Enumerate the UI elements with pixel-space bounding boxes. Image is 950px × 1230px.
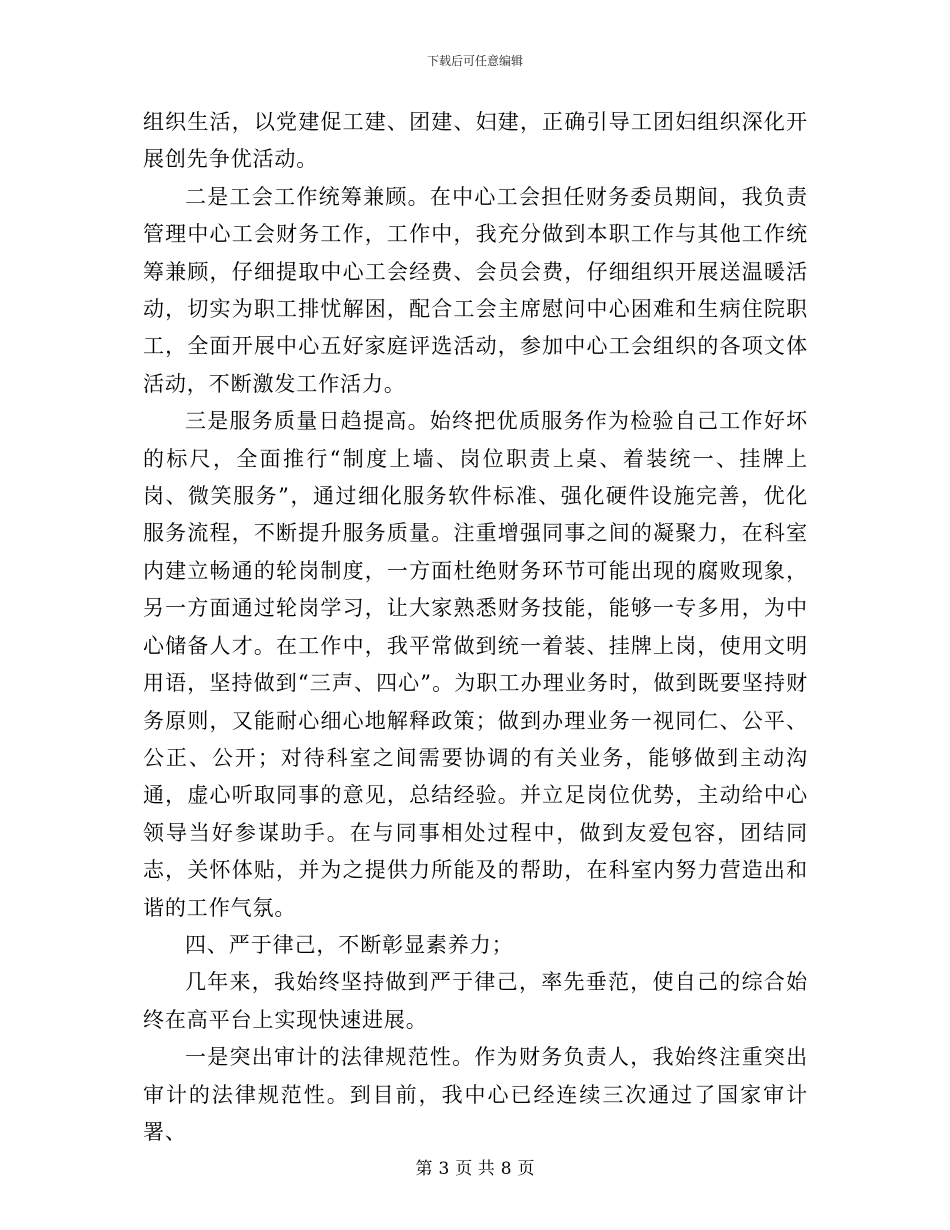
body-paragraph: 四、严于律己，不断彰显素养力；	[185, 932, 514, 957]
footer-prefix: 第	[415, 1159, 433, 1179]
footer-total-pages: 8	[500, 1159, 512, 1179]
body-paragraph: 一是突出审计的法律规范性。作为财务负责人，我始终注重突出审计的法律规范性。到目前，我中心已经连续三次通过了国家审计署、	[143, 1045, 808, 1144]
page-footer	[0, 1154, 950, 1179]
footer-current-page: 3	[438, 1159, 450, 1179]
footer-suffix: 页	[517, 1159, 535, 1179]
body-paragraph: 二是工会工作统筹兼顾。在中心工会担任财务委员期间，我负责管理中心工会财务工作，工作中，我充分做到本职工作与其他工作统筹兼顾，仔细提取中心工会经费、会员会费，仔细组织开展送温暖活动，切实为职工排忧解困，配合工会主席慰问中心困难和生病住院职工，全面开展中心五好家庭评选活动，参加中心工会组织的各项文体活动，不断激发工作活力。	[143, 184, 808, 396]
body-paragraph: 几年来，我始终坚持做到严于律己，率先垂范，使自己的综合始终在高平台上实现快速进展。	[143, 970, 808, 1032]
body-paragraph: 三是服务质量日趋提高。始终把优质服务作为检验自己工作好坏的标尺，全面推行“制度上墙、岗位职责上桌、着装统一、挂牌上岗、微笑服务”，通过细化服务软件标准、强化硬件设施完善，优化服务流程，不断提升服务质量。注重增强同事之间的凝聚力，在科室内建立畅通的轮岗制度，一方面杜绝财务环节可能出现的腐败现象，另一方面通过轮岗学习，让大家熟悉财务技能，能够一专多用，为中心储备人才。在工作中，我平常做到统一着装、挂牌上岗，使用文明用语，坚持做到“三声、四心”。为职工办理业务时，做到既要坚持财务原则，又能耐心细心地解释政策；做到办理业务一视同仁、公平、公正、公开；对待科室之间需要协调的有关业务，能够做到主动沟通，虚心听取同事的意见，总结经验。并立足岗位优势，主动给中心领导当好参谋助手。在与同事相处过程中，做到友爱包容，团结同志，关怀体贴，并为之提供力所能及的帮助，在科室内努力营造出和谐的工作气氛。	[143, 409, 808, 920]
body-paragraph: 组织生活，以党建促工建、团建、妇建，正确引导工团妇组织深化开展创先争优活动。	[143, 110, 808, 172]
page-header: 下载后可任意编辑	[426, 54, 523, 68]
footer-middle: 页 共	[455, 1159, 495, 1179]
document-body	[143, 104, 808, 1151]
